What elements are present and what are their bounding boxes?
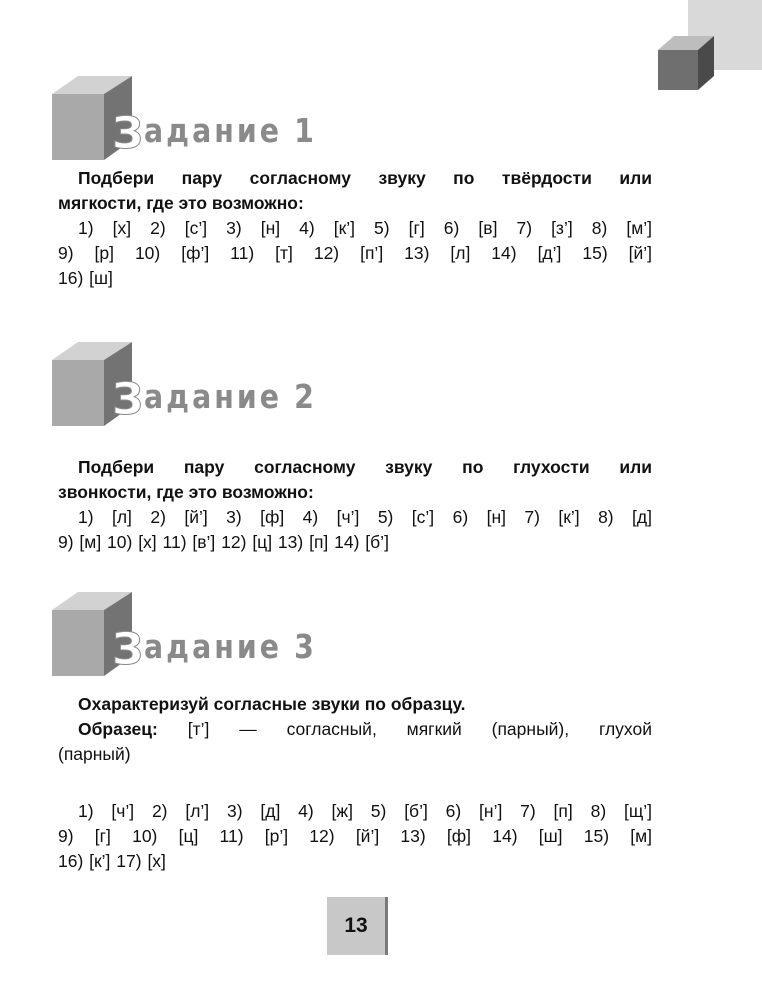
page-number: 13 [344,914,368,937]
task-2-header [52,338,352,430]
task-3-number: 3 [294,627,317,666]
task-2-items [58,505,652,555]
task-3-cube-icon [52,588,144,680]
task-3-items-line-2: 9) [г] 10) [ц] 11) [р’] 12) [й’] 13) [ф] 14) [ш] 15) [м] [58,826,652,846]
task-1-header [52,72,352,164]
page-number-box [327,897,388,955]
task-3-items [58,799,652,874]
task-1-cube-icon [52,72,144,164]
task-1-items-line-1: 1) [х] 2) [с’] 3) [н] 4) [к’] 5) [г] 6) [в] 7) [з’] 8) [м’] [78,218,652,238]
task-1-title-text: адание [144,111,283,150]
task-2-cube-icon [52,338,144,430]
task-2-title [144,377,317,416]
task-3-cube-letter: З [112,624,144,675]
task-1-title [144,111,317,150]
task-2-title-text: адание [144,377,283,416]
task-1-number: 1 [294,111,317,150]
task-1-body [58,166,652,291]
task-2-items-line-1: 1) [л] 2) [й’] 3) [ф] 4) [ч’] 5) [с’] 6) [н] 7) [к’] 8) [д] [78,507,652,527]
task-3-sample-label: Образец: [78,719,158,739]
task-3-body [58,692,652,874]
task-3-items-line-3: 16) [к’] 17) [х] [58,851,166,871]
task-3-sample-text: [т’] — согласный, мягкий (парный), глухой [187,719,652,739]
task-1-items [58,216,652,291]
task-2-instruction-line-1: Подбери пару согласному звуку по глухости или [78,457,652,477]
task-1-instruction-line-1: Подбери пару согласному звуку по твёрдости или [78,168,652,188]
task-3-title [144,627,317,666]
task-2-instruction-line-2: звонкости, где это возможно: [58,482,314,502]
task-3-sample-line-1 [58,717,652,742]
task-3-header [52,588,352,680]
task-1-items-line-2: 9) [р] 10) [ф’] 11) [т] 12) [п’] 13) [л] 14) [д’] 15) [й’] [58,243,652,263]
task-1-instruction-line-2: мягкости, где это возможно: [58,193,304,213]
task-1-cube-letter: З [112,108,144,159]
corner-cube-icon [658,36,714,90]
task-3-items-line-1: 1) [ч’] 2) [л’] 3) [д] 4) [ж] 5) [б’] 6) [н’] 7) [п] 8) [щ’] [78,801,652,821]
task-2-items-line-2: 9) [м] 10) [х] 11) [в’] 12) [ц] 13) [п] 14) [б’] [58,532,389,552]
task-1-items-line-3: 16) [ш] [58,268,113,288]
task-3-sample [58,717,652,767]
task-3-sample-line-2: (парный) [58,744,131,764]
task-3-title-text: адание [144,627,283,666]
task-2-number: 2 [294,377,317,416]
task-2-cube-letter: З [112,374,144,425]
task-3-instruction-line-1: Охарактеризуй согласные звуки по образцу. [78,694,466,714]
task-2-body [58,455,652,555]
